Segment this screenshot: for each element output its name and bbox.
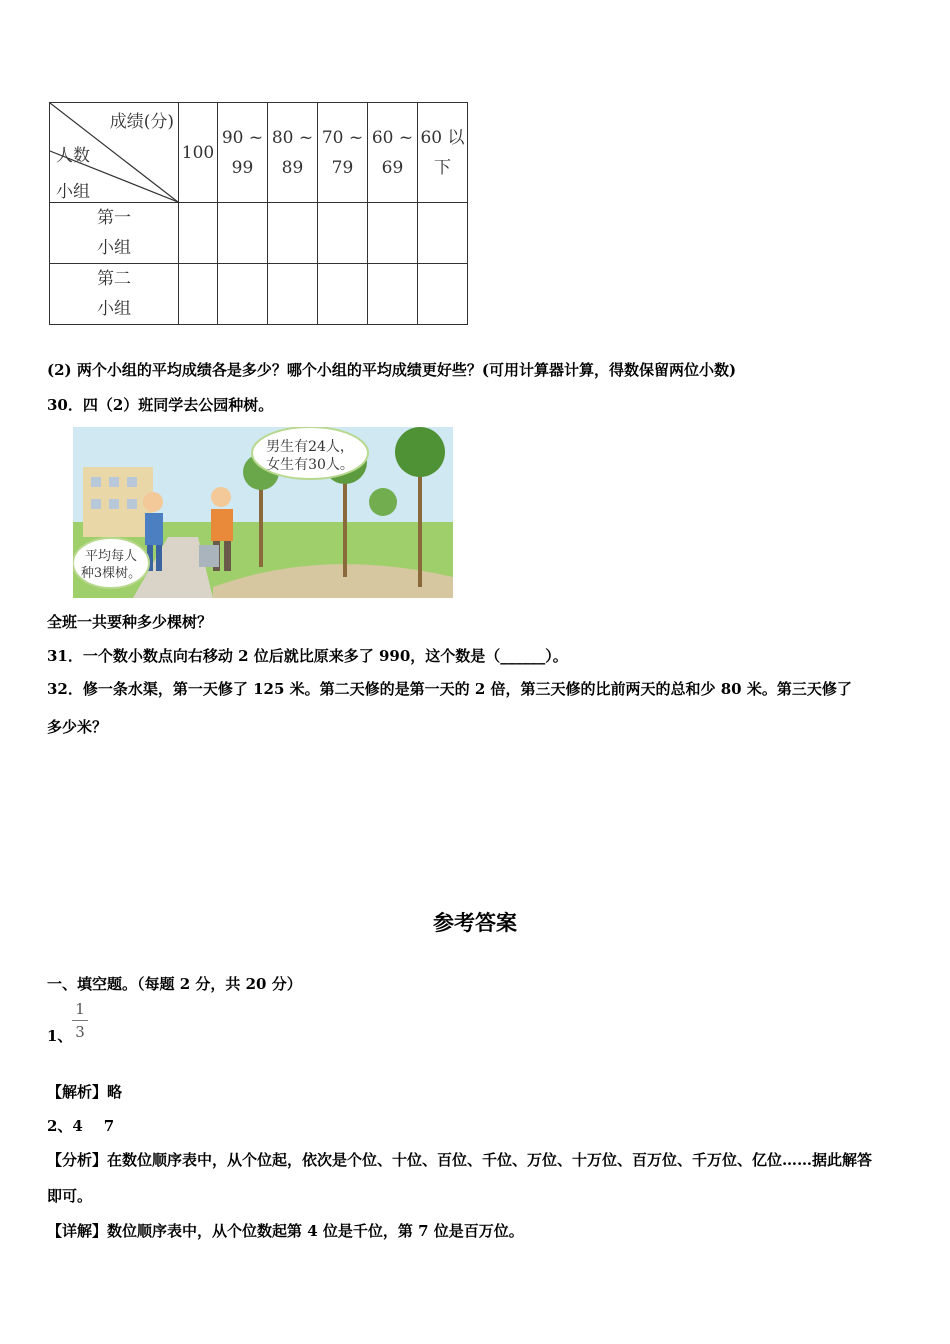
q30-question: 全班一共要种多少棵树？: [47, 613, 213, 631]
diagonal-header-cell: [50, 103, 179, 203]
answer1-analysis: 【解析】略: [47, 1083, 123, 1101]
score-table: [49, 102, 468, 325]
q30-text: 30．四（2）班同学去公园种树。: [47, 396, 274, 414]
table-cell: [179, 264, 218, 325]
fraction-denominator: 3: [75, 1023, 85, 1041]
fraction-bar: [72, 1020, 88, 1021]
col-header-80-89: 80 ~ 89: [268, 103, 318, 203]
bubble-left-line1: 平均每人: [84, 549, 138, 564]
answer1-fraction: [72, 1000, 88, 1041]
answer2-detail: 【详解】数位顺序表中，从个位数起第 4 位是千位，第 7 位是百万位。: [47, 1222, 524, 1240]
table-cell: [318, 264, 368, 325]
answers-title: 参考答案: [433, 910, 517, 935]
bubble-left-line2: 种3棵树。: [80, 566, 142, 581]
table-cell: [318, 203, 368, 264]
col-header-below-60: 60 以 下: [418, 103, 468, 203]
col-header-70-79: 70 ~ 79: [318, 103, 368, 203]
table-cell: [179, 203, 218, 264]
table-row: [50, 264, 468, 325]
table-cell: [268, 264, 318, 325]
table-cell: [368, 203, 418, 264]
row-header-group1: 第一 小组: [50, 203, 179, 264]
col-header-90-99: 90 ~ 99: [218, 103, 268, 203]
col-header-100: 100: [179, 103, 218, 203]
header-count: 人数: [56, 146, 90, 166]
answer2-analysis-line1: 【分析】在数位顺序表中，从个位起，依次是个位、十位、百位、千位、万位、十万位、百万位、千万位、亿位……据此解答: [47, 1151, 873, 1169]
table-cell: [418, 264, 468, 325]
q29-part2-text: (2) 两个小组的平均成绩各是多少？哪个小组的平均成绩更好些？(可用计算器计算，得数保留两位小数): [47, 361, 737, 379]
bubble-top-line2: 女生有30人。: [266, 457, 354, 473]
row-header-group2: 第二 小组: [50, 264, 179, 325]
table-row: [50, 203, 468, 264]
fraction-numerator: 1: [75, 1000, 85, 1018]
table-cell: [218, 264, 268, 325]
header-score: 成绩(分): [109, 112, 174, 132]
col-header-60-69: 60 ~ 69: [368, 103, 418, 203]
q32-line1: 32．修一条水渠，第一天修了 125 米。第二天修的是第一天的 2 倍，第三天修的比前两天的总和少 80 米。第三天修了: [47, 680, 852, 698]
answer2: 2、4 7: [47, 1117, 115, 1135]
table-cell: [418, 203, 468, 264]
bubble-top-line1: 男生有24人，: [266, 439, 354, 455]
q31-text: 31．一个数小数点向右移动 2 位后就比原来多了 990，这个数是（______）。: [47, 647, 568, 665]
header-group: 小组: [56, 182, 90, 202]
answer2-analysis-line2: 即可。: [47, 1187, 93, 1205]
answers-section1: 一、填空题。（每题 2 分，共 20 分）: [47, 975, 302, 993]
table-cell: [368, 264, 418, 325]
tree-planting-illustration: [73, 427, 453, 598]
answer1-label: 1、: [47, 1027, 73, 1045]
table-cell: [218, 203, 268, 264]
table-cell: [268, 203, 318, 264]
q32-line2: 多少米？: [47, 718, 108, 736]
